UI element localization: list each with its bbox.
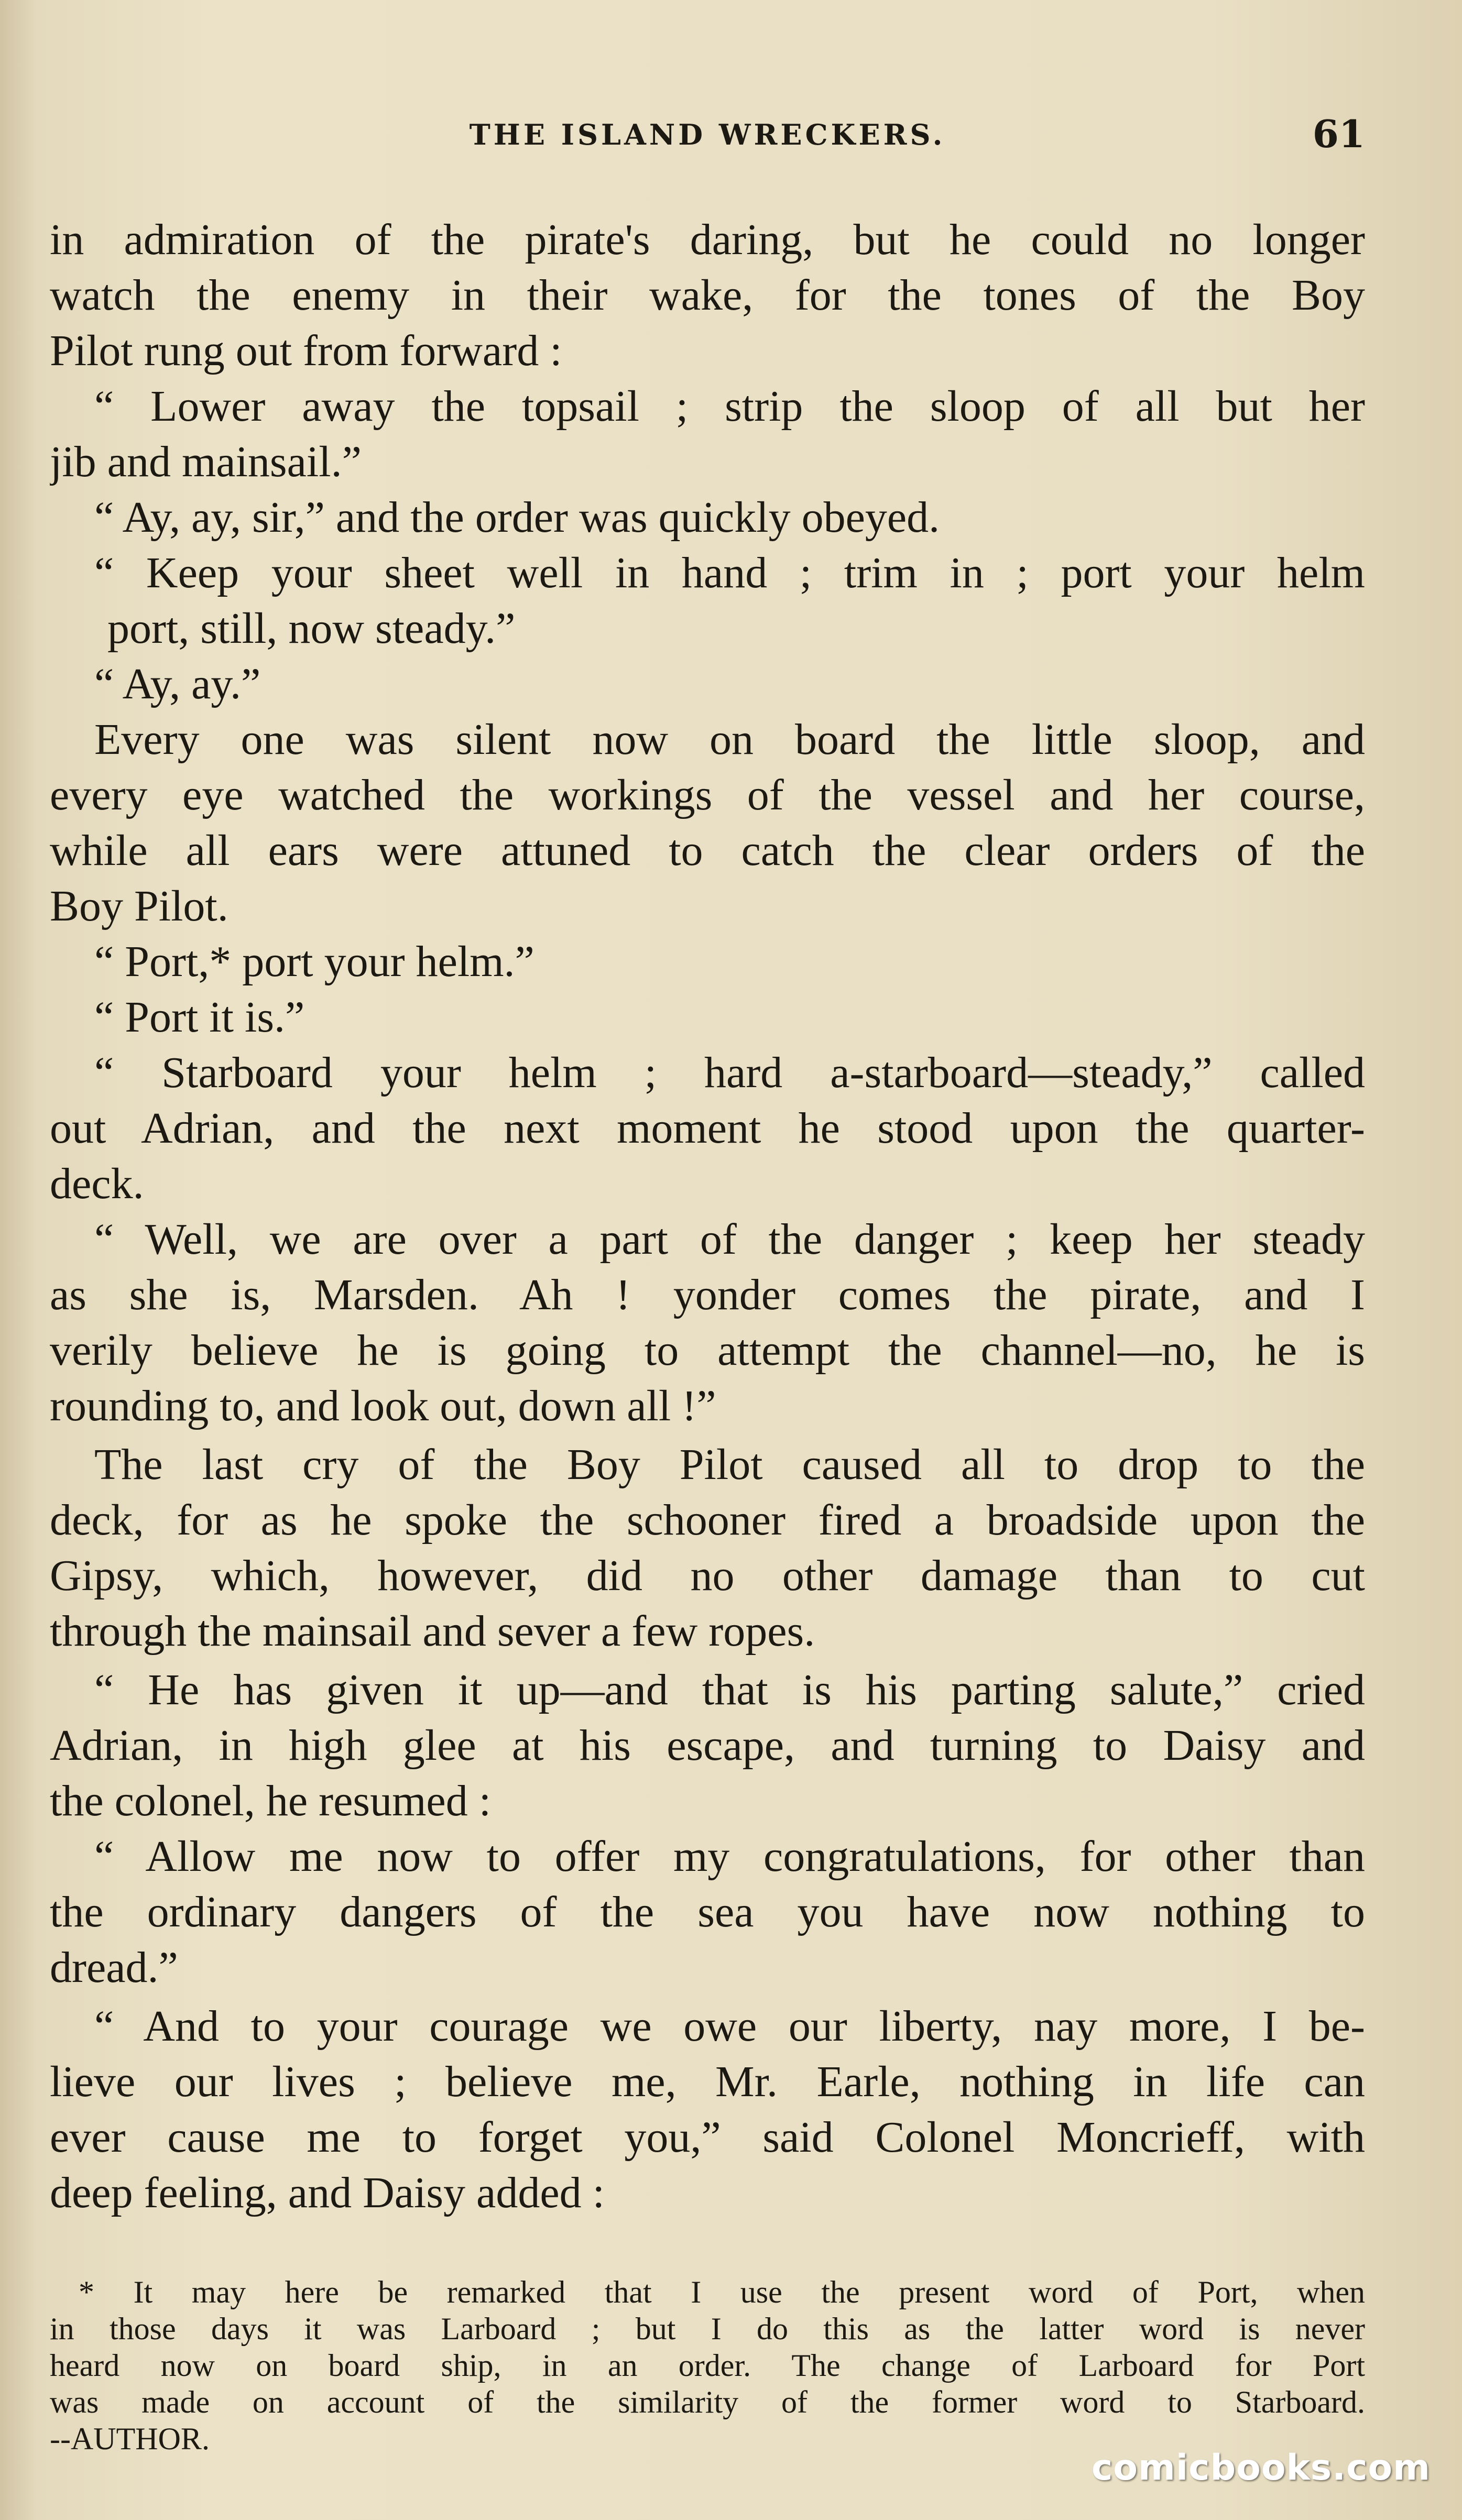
footnote-line: --AUTHOR. <box>50 2422 210 2456</box>
body-line: lieve our lives ; believe me, Mr. Earle, nothing in life can <box>50 2057 1365 2106</box>
body-line: Boy Pilot. <box>50 882 228 930</box>
watermark: comicbooks.com <box>1091 2447 1431 2489</box>
body-line: “ Keep your sheet well in hand ; trim in ; port your helm <box>94 549 1365 597</box>
body-line: “ And to your courage we owe our liberty, nay more, I be- <box>94 2002 1365 2051</box>
body-line: watch the enemy in their wake, for the tones of the Boy <box>50 271 1365 320</box>
body-line: “ Well, we are over a part of the danger ; keep her steady <box>94 1215 1365 1264</box>
body-line: out Adrian, and the next moment he stood upon the quarter- <box>50 1104 1365 1153</box>
body-line: Pilot rung out from forward : <box>50 326 562 375</box>
page-number: 61 <box>1312 112 1365 156</box>
running-title: THE ISLAND WRECKERS. <box>469 118 946 151</box>
body-line: in admiration of the pirate's daring, but he could no longer <box>50 215 1365 264</box>
body-line: “ Ay, ay, sir,” and the order was quickly obeyed. <box>94 493 940 542</box>
body-line: verily believe he is going to attempt the channel—no, he is <box>50 1326 1365 1375</box>
body-line: The last cry of the Boy Pilot caused all to drop to the <box>94 1440 1365 1489</box>
body-line: “ Port it is.” <box>94 993 305 1042</box>
footnote <box>50 2274 1365 2457</box>
body-line: through the mainsail and sever a few ropes. <box>50 1607 815 1656</box>
body-line: “ Ay, ay.” <box>94 660 261 708</box>
body-line: every eye watched the workings of the vessel and her course, <box>50 771 1365 819</box>
body-line: Every one was silent now on board the little sloop, and <box>94 715 1365 764</box>
body-line: “ Port,* port your helm.” <box>94 937 534 986</box>
body-line: “ He has given it up—and that is his parting salute,” cried <box>94 1666 1365 1714</box>
body-line: ever cause me to forget you,” said Colonel Moncrieff, with <box>50 2113 1365 2162</box>
body-line: port, still, now steady.” <box>107 604 516 653</box>
body-line: “ Allow me now to offer my congratulations, for other than <box>94 1832 1365 1881</box>
footnote-line: * It may here be remarked that I use the present word of Port, when <box>79 2275 1365 2309</box>
body-text <box>50 212 1365 2221</box>
footnote-line: heard now on board ship, in an order. The change of Larboard for Port <box>50 2348 1365 2383</box>
body-line: Adrian, in high glee at his escape, and turning to Daisy and <box>50 1721 1365 1770</box>
body-line: as she is, Marsden. Ah ! yonder comes the pirate, and I <box>50 1270 1365 1319</box>
body-line: the ordinary dangers of the sea you have now nothing to <box>50 1888 1365 1936</box>
body-line: deck. <box>50 1159 144 1208</box>
body-line: rounding to, and look out, down all !” <box>50 1382 716 1430</box>
body-line: deep feeling, and Daisy added : <box>50 2168 605 2217</box>
footnote-line: in those days it was Larboard ; but I do this as the latter word is never <box>50 2311 1365 2346</box>
body-line: “ Lower away the topsail ; strip the sloop of all but her <box>94 382 1365 431</box>
running-head <box>50 107 1365 165</box>
footnote-line: was made on account of the similarity of the former word to Starboard. <box>50 2385 1365 2419</box>
body-line: jib and mainsail.” <box>50 437 362 486</box>
body-line: deck, for as he spoke the schooner fired a broadside upon the <box>50 1496 1365 1544</box>
body-line: dread.” <box>50 1943 178 1992</box>
body-line: Gipsy, which, however, did no other damage than to cut <box>50 1551 1365 1600</box>
body-line: the colonel, he resumed : <box>50 1777 492 1825</box>
body-line: while all ears were attuned to catch the clear orders of the <box>50 826 1365 875</box>
body-line: “ Starboard your helm ; hard a-starboard—steady,” called <box>94 1048 1365 1097</box>
